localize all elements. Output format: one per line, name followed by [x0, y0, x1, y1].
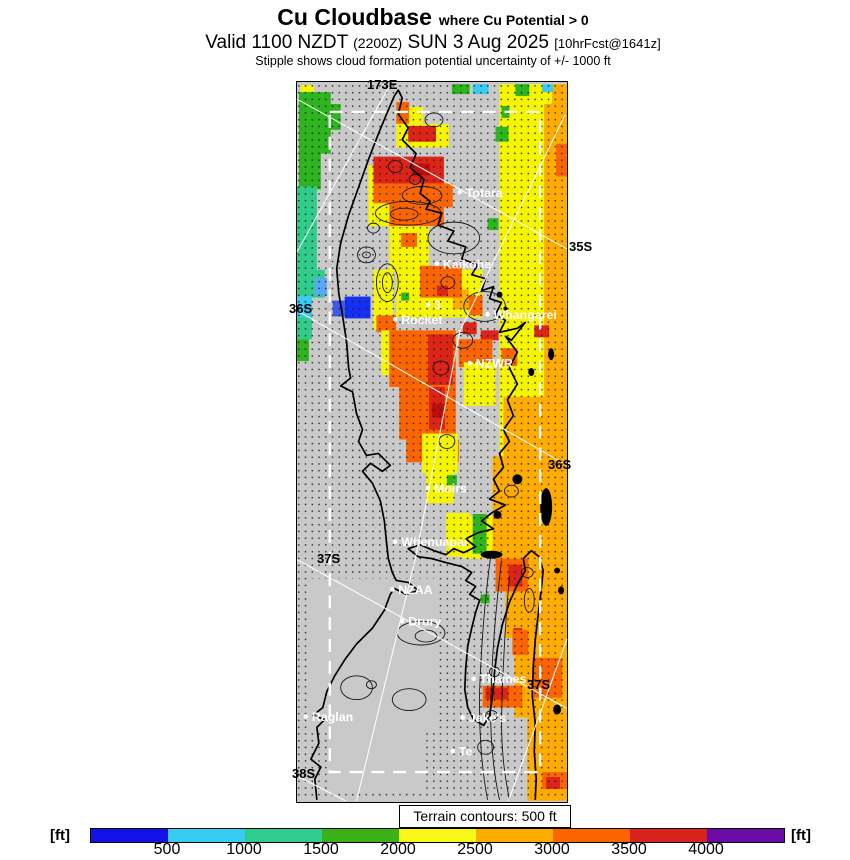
island	[540, 488, 552, 526]
title-line-1	[16, 5, 850, 32]
unit-label-right: [ft]	[791, 827, 811, 844]
island	[548, 348, 554, 360]
valid-date: SUN 3 Aug 2025	[407, 32, 549, 53]
place-marker	[451, 749, 456, 754]
place-label: Kaikohe	[442, 257, 492, 272]
colorbar-tick: 2000	[380, 841, 416, 858]
place-marker	[467, 361, 472, 366]
valid-line	[16, 32, 850, 54]
unit-label-left: [ft]	[50, 827, 70, 844]
forecast-map	[296, 81, 568, 803]
graticule-label: 35S	[569, 239, 593, 254]
place-marker	[390, 587, 395, 592]
graticule-label: 36S	[289, 301, 313, 316]
place-label: Thames	[479, 672, 527, 687]
valid-zulu: (2200Z)	[353, 35, 403, 51]
place-marker	[435, 262, 440, 267]
island	[512, 474, 522, 484]
colorbar-tick: 2500	[457, 841, 493, 858]
place-marker	[393, 317, 398, 322]
forecast-info: [10hrFcst@1641z]	[554, 36, 661, 51]
island	[558, 586, 564, 594]
island	[481, 551, 503, 559]
place-label: Jake's	[468, 710, 507, 725]
place-marker	[471, 676, 476, 681]
island	[554, 568, 560, 574]
title-qualifier: where Cu Potential > 0	[438, 12, 589, 28]
place-label: Whangarei	[493, 307, 557, 322]
colorbar-tick: 500	[153, 841, 181, 858]
place-marker	[400, 619, 405, 624]
place-label: Rocket	[401, 312, 443, 327]
place-marker	[426, 302, 431, 307]
island	[528, 368, 534, 376]
page-title: Cu Cloudbase	[277, 4, 432, 30]
place-label: 3	[433, 297, 441, 312]
place-label: Te	[458, 744, 473, 759]
place-label: Drury	[408, 614, 442, 629]
graticule-label: 173E	[367, 77, 398, 92]
header	[16, 5, 850, 69]
place-label: Totara	[465, 185, 503, 200]
island	[497, 292, 503, 298]
place-marker	[393, 539, 398, 544]
colorbar-tick: 1500	[303, 841, 339, 858]
place-marker	[458, 190, 463, 195]
graticule-label: 38S	[292, 766, 316, 781]
valid-time: Valid 1100 NZDT	[205, 32, 348, 53]
island	[553, 705, 561, 715]
colorbar-tick: 1000	[226, 841, 262, 858]
place-label: Moirs	[433, 481, 468, 496]
place-label: NZWR	[475, 356, 513, 371]
place-label: NZAA	[398, 582, 433, 597]
graticule-label: 37S	[317, 551, 341, 566]
stipple-free-area	[331, 729, 426, 789]
place-marker	[304, 714, 309, 719]
island	[494, 511, 502, 519]
place-label: Raglan	[311, 709, 354, 724]
colorbar-tick: 3500	[611, 841, 647, 858]
colorbar-tick: 3000	[534, 841, 570, 858]
terrain-contour-note: Terrain contours: 500 ft	[399, 805, 571, 828]
graticule-label: 36S	[548, 457, 572, 472]
graticule-label: 37S	[527, 677, 551, 692]
place-marker	[426, 486, 431, 491]
stipple-note: Stipple shows cloud formation potential uncertainty of +/- 1000 ft	[255, 54, 611, 68]
colorbar-tick: 4000	[688, 841, 724, 858]
place-marker	[485, 312, 490, 317]
place-marker	[460, 715, 465, 720]
map-svg	[297, 82, 567, 802]
place-label: Whenuapai	[401, 535, 468, 550]
